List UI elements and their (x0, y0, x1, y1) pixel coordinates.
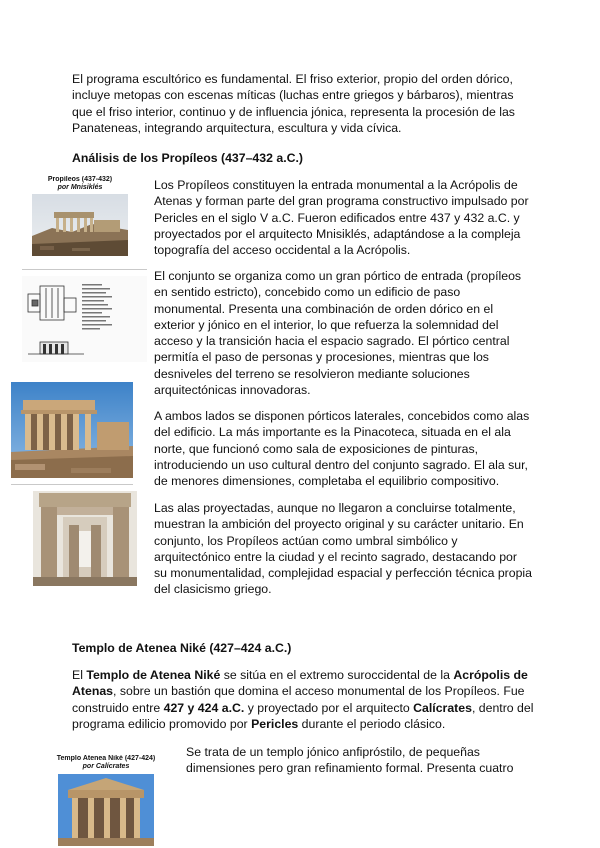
propileos-doorway-photo (33, 491, 137, 586)
figure-divider (11, 484, 133, 485)
atenea-caption-author: por Calícrates (82, 763, 130, 770)
propileos-photo-figure (30, 176, 130, 260)
atenea-figure (50, 755, 162, 848)
propileos-paragraph-4: Las alas proyectadas, aunque no llegaron a concluirse totalmente, muestran la ambición del proyecto original y su carácter unitario. En conjunto, los Propíleos actúan como umbral simbólico y arquitectónico entre la ciudad y el recinto sagrado, destacando por su monumentalidad, complejidad espacial y perfección técnica propia del clasicismo griego. (154, 501, 533, 597)
propileos-paragraph-1: Los Propíleos constituyen la entrada monumental a la Acrópolis de Atenas y forman parte del gran programa constructivo impulsado por Pericles en el siglo V a.C. Fueron edificados entre 437 y 432 a.C. y proyectados por el arquitecto Mnisiklés, adaptándose a la compleja topografía del acceso occidental a la Acrópolis. (154, 178, 529, 258)
figure-divider (22, 269, 147, 270)
propileos-photo (32, 194, 128, 256)
propileos-paragraph-3: A ambos lados se disponen pórticos laterales, concebidos como alas del edificio. La más importante es la Pinacoteca, situada en el ala norte, que funcionó como sala de exposiciones de pinturas, introduciendo un uso cultural dentro del conjunto sagrado. El ala sur, de menores dimensiones, completaba el equilibrio compositivo. (154, 409, 530, 489)
propileos-caption-title: Propíleos (437-432) (47, 176, 113, 183)
propileos-plan-drawing (22, 276, 147, 362)
atenea-paragraph-1: El Templo de Atenea Niké se sitúa en el extremo suroccidental de la Acrópolis de Atenas, sobre un bastión que domina el acceso monumental de los Propíleos. Fue construido entre 427 y 424 a.C. y proyectado por el arquitecto Calícrates, dentro del programa edilicio promovido por Pericles durante el periodo clásico. (72, 668, 534, 731)
atenea-dates: 427 y 424 a.C. (163, 700, 245, 715)
intro-paragraph: El programa escultórico es fundamental. El friso exterior, propio del orden dórico, incluye metopas con escenas míticas (luchas entre griegos y bárbaros), mientras que el friso interior, continuo y de influencia jónica, representa la procesión de las Panateneas, integrando arquitectura, escultura y vida cívica. (72, 72, 515, 135)
atenea-photo (58, 774, 154, 846)
propileos-caption-author: por Mnisiklés (57, 184, 103, 191)
propileos-plan-figure (22, 276, 147, 362)
atenea-temple-name: Templo de Atenea Niké (86, 668, 221, 682)
propileos-color-photo (11, 382, 133, 478)
propileos-paragraph-2: El conjunto se organiza como un gran pórtico de entrada (propíleos en sentido estricto), concebido como un edificio de paso monumental. Presenta una combinación de orden dórico en el exterior y jónico en el interior, lo que refuerza la solemnidad del acceso y la transición hacia el espacio sagrado. El pórtico central permitía el paso de personas y procesiones, mientras que los desniveles del terreno se resolvieron mediante soluciones arquitectónicas innovadoras. (154, 269, 522, 398)
atenea-heading: Templo de Atenea Niké (427–424 a.C.) (72, 641, 292, 655)
atenea-pericles: Pericles (251, 716, 299, 731)
atenea-acropolis-name: Acrópolis de Atenas (72, 668, 528, 699)
atenea-paragraph-2: Se trata de un templo jónico anfipróstilo, de pequeñas dimensiones pero gran refinamiento formal. Presenta cuatro (186, 745, 514, 776)
atenea-caption-title: Templo Atenea Niké (427-424) (56, 755, 156, 762)
atenea-architect: Calícrates (413, 700, 472, 715)
propileos-heading: Análisis de los Propíleos (437–432 a.C.) (72, 151, 304, 165)
